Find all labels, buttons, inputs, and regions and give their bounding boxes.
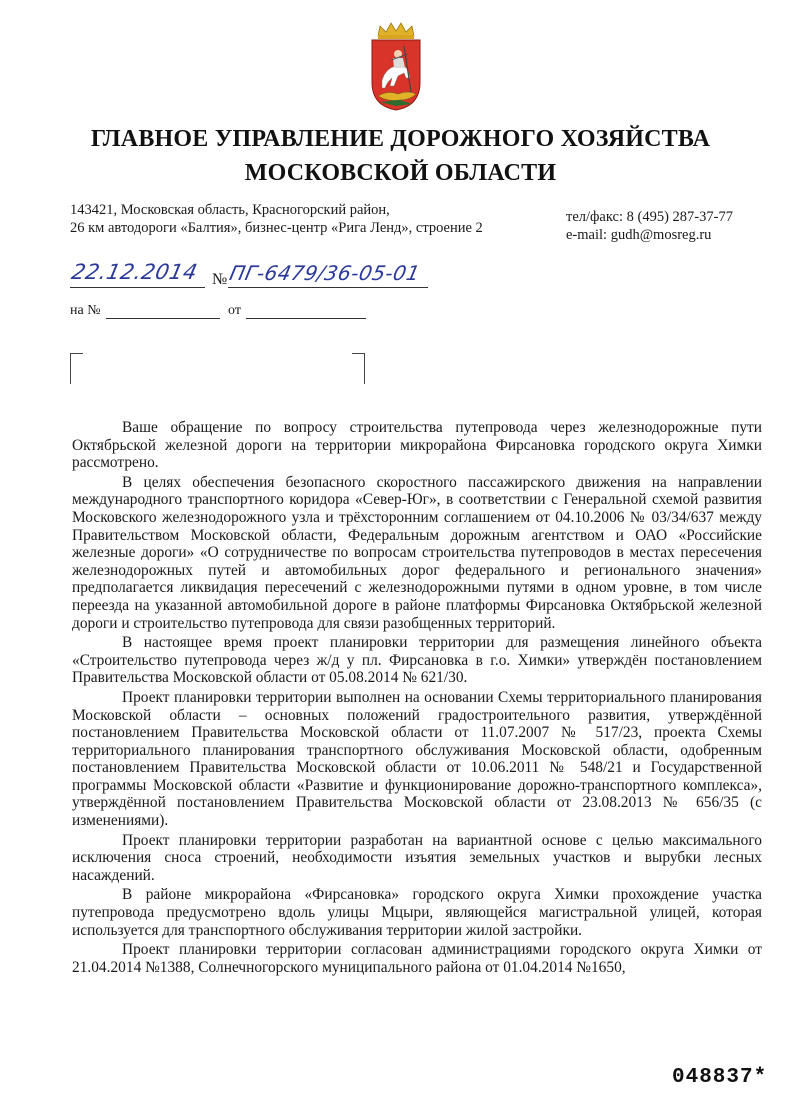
reference-date-underline xyxy=(246,318,366,319)
body-paragraph: Проект планировки территории согласован администрациями городского округа Химки от 21.04.2014 №1388, Солнечногорского муниципального района от 01.04.2014 №1650, xyxy=(72,941,762,976)
number-underline xyxy=(228,287,428,288)
addressee-corner-left xyxy=(70,353,83,384)
date-underline xyxy=(70,287,205,288)
moscow-region-coat-of-arms-icon xyxy=(370,20,422,112)
organization-subtitle: МОСКОВСКОЙ ОБЛАСТИ xyxy=(244,160,557,186)
reference-line xyxy=(70,303,390,323)
body-paragraph: Ваше обращение по вопросу строительства путепровода через железнодорожные пути Октябрьской железной дороги на территории микрорайона Фирсановка городского округа Химки рассмотрено. xyxy=(72,419,762,472)
address-line: 26 км автодороги «Балтия», бизнес-центр «Рига Ленд», строение 2 xyxy=(70,220,483,236)
body-paragraph: Проект планировки территории выполнен на основании Схемы территориального планирования Московской области – основных положений градостроительного развития, утверждённой постановлением Правительства Московской области от 11.07.2007 № 517/23, проекта Схемы территориального планирования транспортного обслуживания Московской области, одобренным постановлением Правительства Московской области от 10.06.2011 № 548/21 и Государственной программы Московской области «Развитие и функционирование дорожно-транспортного комплекса», утверждённой постановлением Правительства Московской области от 23.08.2013 № 656/35 (с изменениями). xyxy=(72,688,762,830)
reference-number-underline xyxy=(106,318,220,319)
number-sign: № xyxy=(212,271,228,288)
email: e-mail: gudh@mosreg.ru xyxy=(566,227,712,243)
organization-contacts xyxy=(566,208,733,244)
reference-number-label: на № xyxy=(70,303,101,318)
body-paragraph: В районе микрорайона «Фирсановка» городского округа Химки прохождение участка путепровода предусмотрено вдоль улицы Мцыри, являющейся магистральной улицей, которая используется для транспортного обслуживания территории жилой застройки. xyxy=(72,886,762,939)
registration-date: 22.12.2014 xyxy=(69,260,200,284)
body-paragraph: В настоящее время проект планировки территории для размещения линейного объекта «Строительство путепровода через ж/д у пл. Фирсановка в г.о. Химки» утверждён постановлением Правительства Московской области от 05.08.2014 № 621/30. xyxy=(72,634,762,687)
registration-number: ПГ-6479/36-05-01 xyxy=(227,261,423,285)
reference-date-label: от xyxy=(228,303,241,318)
letter-body xyxy=(72,419,762,978)
registration-line xyxy=(70,260,630,290)
address-line: 143421, Московская область, Красногорский район, xyxy=(70,202,390,218)
body-paragraph: В целях обеспечения безопасного скоростного пассажирского движения на направлении международного транспортного коридора «Север-Юг», в соответствии с Генеральной схемой развития Московского железнодорожного узла и трёхсторонним соглашением от 04.10.2006 № 03/34/637 между Правительством Московской области, Федеральным дорожным агентством и ОАО «Российские железные дороги» «О сотрудничестве по вопросам строительства путепроводов в местах пересечения железнодорожных путей и автомобильных дорог федерального и регионального значения» предполагается ликвидация пересечений с железнодорожными путями в одном уровне, в том числе переезда на указанной автомобильной дороге в районе платформы Фирсановка Октябрьской железной дороги и строительство путепровода для связи разобщенных территорий. xyxy=(72,473,762,632)
addressee-corner-right xyxy=(352,353,365,384)
body-paragraph: Проект планировки территории разработан на вариантной основе с целью максимального исключения сноса строений, необходимости изъятия земельных участков и вырубки лесных насаждений. xyxy=(72,831,762,884)
phone-fax: тел/факс: 8 (495) 287-37-77 xyxy=(566,209,733,225)
organization-title: ГЛАВНОЕ УПРАВЛЕНИЕ ДОРОЖНОГО ХОЗЯЙСТВА xyxy=(90,126,711,152)
organization-address xyxy=(70,201,483,237)
serial-number-stamp: 048837* xyxy=(672,1066,768,1089)
